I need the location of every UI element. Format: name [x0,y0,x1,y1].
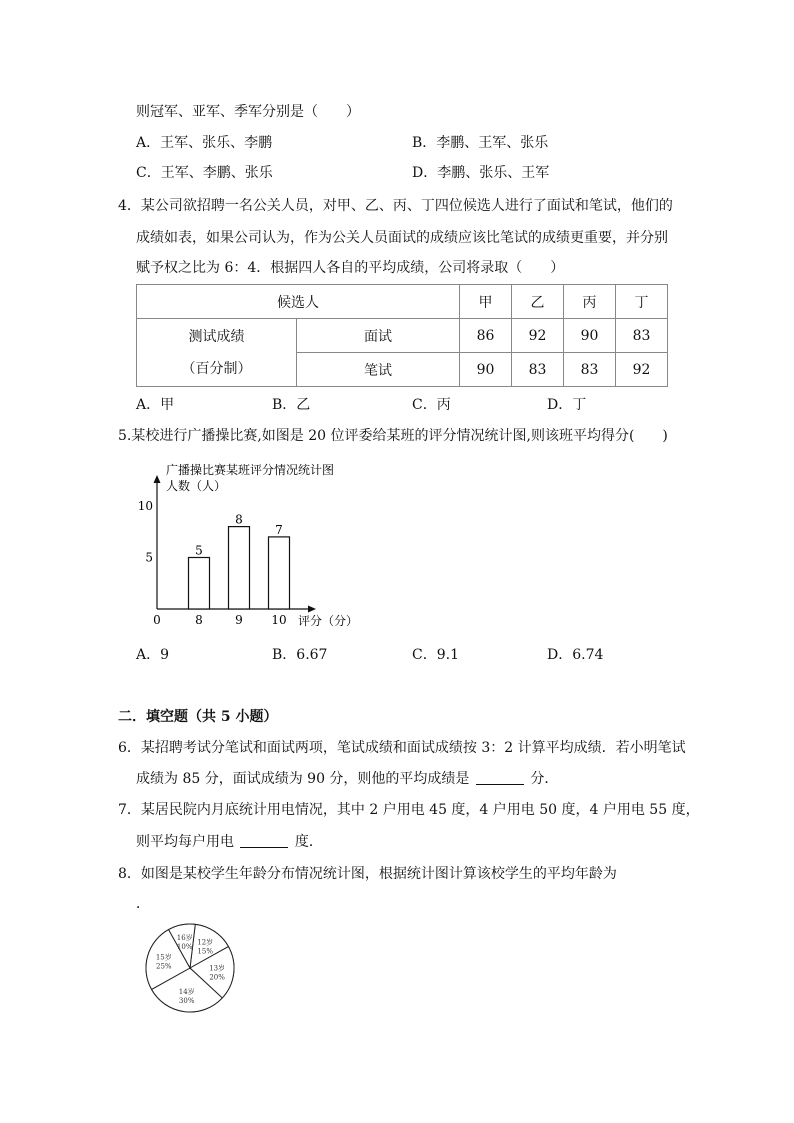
y-axis-arrow [154,475,161,483]
table-header-cell: 丁 [616,285,668,319]
bar-chart [130,455,370,635]
q7-text-before-blank: 则平均每户用电 [136,834,234,850]
table-cell: 90 [460,353,512,387]
q4-question-line-1: 4．某公司欲招聘一名公关人员，对甲、乙、丙、丁四位候选人进行了面试和笔试，他们的 [118,198,673,214]
q7-question-line-1: 7．某居民院内月底统计用电情况，其中 2 户用电 45 度，4 户用电 50 度，4 户用电 55 度， [118,802,700,818]
q6-text-after-blank: 分． [530,771,559,787]
bar [229,527,250,609]
pie-slice-label: 12岁 [197,938,214,947]
q8-question-line-2: ． [136,896,150,912]
q3-question-tail: 则冠军、亚军、季军分别是（ ） [136,104,360,120]
origin-label: 0 [153,613,161,627]
pie-slice-percent: 10% [176,943,193,952]
x-tick-label: 8 [195,613,203,627]
bar-value-label: 8 [235,512,243,527]
bar [269,537,290,609]
table-cell: 92 [616,353,668,387]
bar-value-label: 7 [275,522,283,537]
q6-answer-blank[interactable] [476,770,524,785]
table-header-cell: 乙 [512,285,564,319]
x-axis-arrow [308,606,316,613]
y-axis-label: 人数（人） [166,479,227,493]
x-tick-label: 9 [235,613,243,627]
q5-option-a: A．9 [136,647,170,663]
pie-slice-label: 16岁 [176,934,193,943]
pie-slice-label: 15岁 [155,953,172,962]
table-group-label [137,319,297,387]
chart-title: 广播操比赛某班评分情况统计图 [166,463,335,477]
q4-option-d: D．丁 [547,397,587,413]
x-axis-label: 评分（分） [298,614,359,628]
q3-option-a: A．王军、张乐、李鹏 [136,135,273,151]
table-header-candidate: 候选人 [137,285,460,319]
table-row [137,319,668,353]
y-tick-label: 10 [137,499,153,513]
q6-question-line-1: 6．某招聘考试分笔试和面试两项，笔试成绩和面试成绩按 3：2 计算平均成绩．若小明笔试 [118,740,686,756]
q3-option-b: B．李鹏、王军、张乐 [412,135,549,151]
q4-option-a: A．甲 [136,397,175,413]
pie-slice-label: 13岁 [209,964,226,973]
table-cell: 86 [460,319,512,353]
pie-slice-label: 14岁 [178,988,195,997]
q5-option-d: D．6.74 [547,647,604,663]
q6-question-line-2 [136,769,558,789]
q5-option-b: B．6.67 [272,647,328,663]
q4-option-c: C．丙 [412,397,451,413]
bar-value-label: 5 [195,543,203,558]
group-label-line-1: 测试成绩 [188,328,245,345]
table-row-label: 笔试 [297,353,460,387]
section-title: 二．填空题（共 5 小题） [118,709,278,725]
q5-question-line-1: 5.某校进行广播操比赛,如图是 20 位评委给某班的评分情况统计图,则该班平均得分( ) [118,428,668,444]
x-tick-label: 10 [271,613,287,627]
y-tick-label: 5 [145,550,153,565]
group-label-line-2: （百分制） [181,360,252,377]
table-header-cell: 丙 [564,285,616,319]
pie-chart [136,918,246,1018]
q3-option-c: C．王军、李鹏、张乐 [136,165,273,181]
q7-question-line-2 [136,832,323,852]
pie-slice-percent: 30% [178,997,195,1006]
q4-score-table [136,284,668,387]
bar [189,558,210,610]
pie-slice-percent: 20% [209,973,225,982]
table-cell: 83 [512,353,564,387]
q7-text-after-blank: 度． [294,834,323,850]
table-cell: 83 [616,319,668,353]
pie-slice-percent: 15% [197,947,213,956]
table-row [137,285,668,319]
q8-question-line-1: 8．如图是某校学生年龄分布情况统计图，根据统计图计算该校学生的平均年龄为 [118,866,617,882]
q7-answer-blank[interactable] [240,833,288,848]
q4-option-b: B．乙 [272,397,311,413]
q3-option-d: D．李鹏、张乐、王军 [412,165,550,181]
q5-option-c: C．9.1 [412,647,459,663]
table-cell: 92 [512,319,564,353]
pie-slice-percent: 25% [156,962,172,971]
q6-text-before-blank: 成绩为 85 分，面试成绩为 90 分，则他的平均成绩是 [136,771,470,787]
table-header-cell: 甲 [460,285,512,319]
table-cell: 83 [564,353,616,387]
table-cell: 90 [564,319,616,353]
q4-question-line-3: 赋予权之比为 6：4．根据四人各自的平均成绩，公司将录取（ ） [136,260,565,276]
table-row-label: 面试 [297,319,460,353]
q4-question-line-2: 成绩如表，如果公司认为，作为公关人员面试的成绩应该比笔试的成绩更重要，并分别 [136,230,668,246]
